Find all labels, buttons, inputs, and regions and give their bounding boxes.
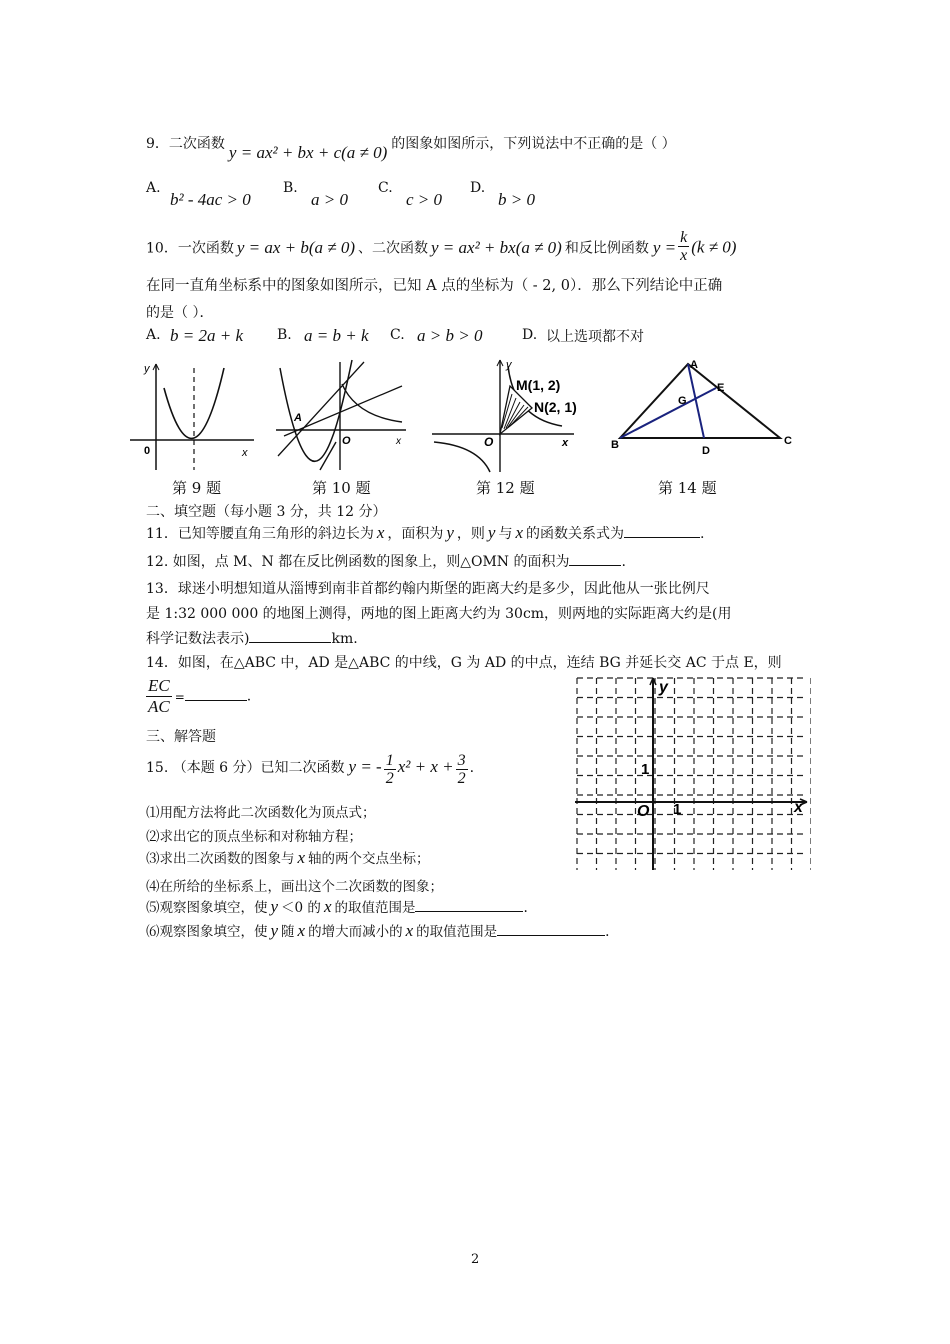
caption-fig14: 第 14 题 xyxy=(658,479,717,497)
q13-line2: 是 1:32 000 000 的地图上测得，两地的图上距离大约为 30cm，则两地的实际距离大约是(用 xyxy=(146,606,732,622)
q9-stem: 9．二次函数 y = ax² + bx + c(a ≠ 0) 的图象如图所示，下列说法中不正确的是（ ） xyxy=(146,136,676,162)
grid-origin-label: O xyxy=(637,803,650,820)
q13-blank[interactable] xyxy=(249,628,331,643)
fig12-origin-label: O xyxy=(484,435,494,449)
q14-line2: $\frac{EC}{AC}$ = . xyxy=(148,676,252,716)
q10-line2: 在同一直角坐标系中的图象如图所示，已知 A 点的坐标为（ - 2, 0）．那么下列结论中正确 xyxy=(146,278,723,294)
q15-part5-blank[interactable] xyxy=(415,897,523,912)
page-number: 2 xyxy=(471,1252,480,1267)
caption-fig12: 第 12 题 xyxy=(476,479,535,497)
figure-12 xyxy=(428,356,578,474)
q9-option-b: a > 0 xyxy=(311,190,348,209)
fig10-a-label: A xyxy=(294,412,302,424)
q15-part4: ⑷在所给的坐标系上，画出这个二次函数的图象； xyxy=(146,879,443,895)
q9-option-d: b > 0 xyxy=(498,190,535,209)
fig12-m-label: M(1, 2) xyxy=(516,377,561,393)
q15-part2: ⑵求出它的顶点坐标和对称轴方程； xyxy=(146,829,362,845)
fig12-n-label: N(2, 1) xyxy=(534,399,577,415)
q12-blank[interactable] xyxy=(569,551,621,566)
q14-blank[interactable] xyxy=(185,686,247,701)
fig14-b-label: B xyxy=(611,439,619,451)
q11-blank[interactable] xyxy=(624,523,700,538)
q15-part5: ⑸观察图象填空，使 y ＜0 的 x 的取值范围是 . xyxy=(146,897,528,916)
fig14-d-label: D xyxy=(702,445,710,457)
fig14-c-label: C xyxy=(784,435,792,447)
q13-line3: 科学记数法表示) km. xyxy=(146,628,358,648)
fig10-x-label: x xyxy=(396,436,401,447)
figure-9 xyxy=(126,358,258,474)
grid-one-x-label: 1 xyxy=(673,801,682,818)
q14-line1: 14．如图，在△ABC 中，AD 是△ABC 的中线，G 为 AD 的中点，连结 BG 并延长交 AC 于点 E，则 xyxy=(146,655,782,671)
fig9-y-label: y xyxy=(144,363,150,375)
q10-option-d: 以上选项都不对 xyxy=(546,329,644,345)
q9-formula: y = ax² + bx + c(a ≠ 0) xyxy=(228,143,388,162)
q15-part6-blank[interactable] xyxy=(497,921,605,936)
q13-line1: 13．球迷小明想知道从淄博到南非首都约翰内斯堡的距离大约是多少，因此他从一张比例尺 xyxy=(146,581,710,597)
caption-fig9: 第 9 题 xyxy=(172,479,222,497)
q15-part6: ⑹观察图象填空，使 y 随 x 的增大而减小的 x 的取值范围是 . xyxy=(146,921,610,940)
fig14-a-label: A xyxy=(690,359,698,371)
figure-10 xyxy=(270,358,410,474)
q10-line3: 的是（ ）． xyxy=(146,305,214,321)
q15-stem: 15. （本题 6 分）已知二次函数 y = - $\frac{1}{2}$ x² + x + $\frac{3}{2}$ . xyxy=(146,752,475,787)
grid-x-label: x xyxy=(794,799,803,816)
fig9-x-label: x xyxy=(242,447,248,459)
fig14-g-label: G xyxy=(678,395,687,407)
caption-fig10: 第 10 题 xyxy=(312,479,371,497)
q9-option-d-label: D. xyxy=(470,180,486,196)
q9-option-c: c > 0 xyxy=(406,190,443,209)
section3-title: 三、解答题 xyxy=(146,729,216,745)
q10-option-c-label: C. xyxy=(390,327,405,343)
grid-one-y-label: 1 xyxy=(641,761,650,778)
q12: 12. 如图，点 M、N 都在反比例函数的图象上，则△OMN 的面积为 . xyxy=(146,551,626,571)
q10-option-c: a > b > 0 xyxy=(417,326,483,345)
q9-option-a-label: A. xyxy=(146,180,161,196)
q10-option-b-label: B. xyxy=(277,327,292,343)
q10-option-a-label: A. xyxy=(146,327,161,343)
q9-option-a: b² - 4ac > 0 xyxy=(170,190,251,209)
q10-stem: 10．一次函数 y = ax + b(a ≠ 0) 、二次函数 y = ax² + bx(a ≠ 0) 和反比例函数 y = $\frac{k}{x}$ (k ≠ 0) xyxy=(146,229,737,264)
q9-option-c-label: C. xyxy=(378,180,393,196)
q10-option-d-label: D. xyxy=(522,327,538,343)
fig9-origin-label: 0 xyxy=(144,445,151,457)
q10-option-b: a = b + k xyxy=(304,326,369,345)
fig12-x-label: x xyxy=(562,437,569,449)
q15-part1: ⑴用配方法将此二次函数化为顶点式； xyxy=(146,805,376,821)
section2-title: 二、填空题（每小题 3 分，共 12 分） xyxy=(146,504,387,520)
grid-y-label: y xyxy=(659,679,668,696)
q10-option-a: b = 2a + k xyxy=(170,326,243,345)
fig10-origin-label: O xyxy=(342,435,351,447)
figure-14 xyxy=(608,358,804,458)
fig14-e-label: E xyxy=(717,382,725,394)
q15-part3: ⑶求出二次函数的图象与 x 轴的两个交点坐标； xyxy=(146,848,430,867)
q11: 11．已知等腰直角三角形的斜边长为 x ，面积为 y ，则 y 与 x 的函数关系式为 . xyxy=(146,523,705,542)
q9-option-b-label: B. xyxy=(283,180,298,196)
coordinate-grid[interactable] xyxy=(575,676,811,872)
fig12-y-label: y xyxy=(506,359,512,371)
